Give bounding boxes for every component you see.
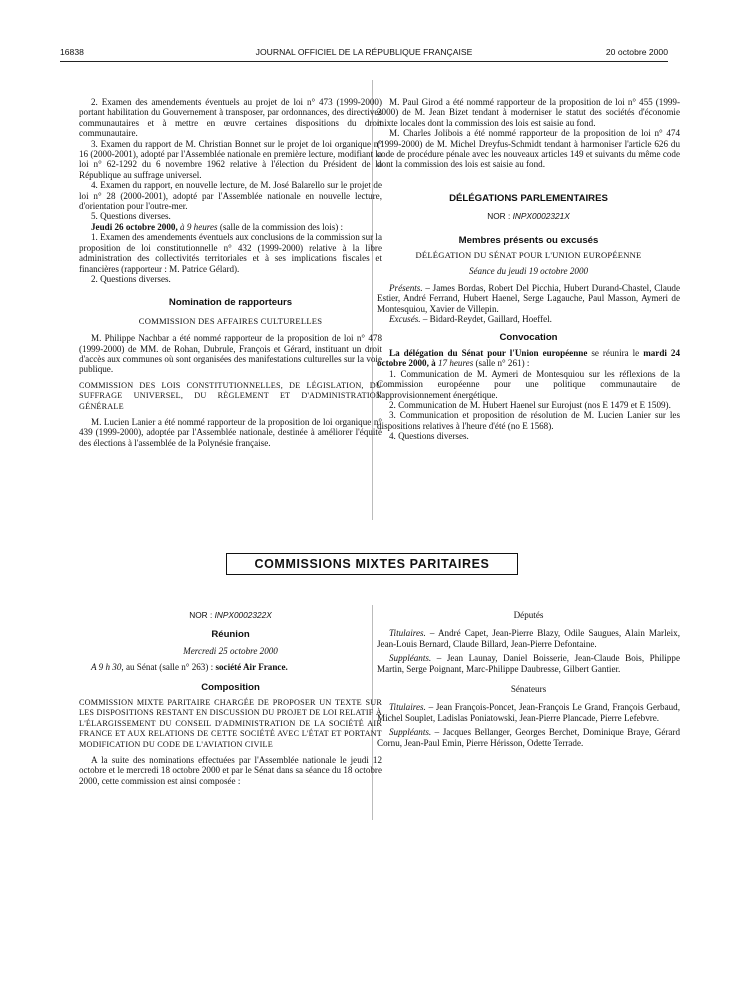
section-heading: Membres présents ou excusés [458, 234, 599, 246]
section-heading: DÉLÉGATIONS PARLEMENTAIRES [449, 192, 608, 204]
column-3 [79, 610, 382, 786]
paragraph: 1. Examen des amendements éventuels aux conclusions de la commission sur la proposition de loi constitutionnelle n° 432 (1999-2000) relative à la libre administration des collectivités territoriales et à ses implications fiscales et financières (rapporteur : M. Patrice Gélard). [79, 232, 382, 274]
meeting-line: Jeudi 26 octobre 2000, à 9 heures (salle de la commission des lois) : [91, 221, 344, 232]
members-line: Titulaires. – André Capet, Jean-Pierre Blazy, Odile Saugues, Alain Marleix, Jean-Louis Bernard, Claude Billard, Jean-Pierre Defontaine. [377, 628, 680, 649]
section-heading: Nomination de rapporteurs [168, 297, 293, 309]
column-1 [79, 97, 382, 448]
session-date: Séance du jeudi 19 octobre 2000 [468, 266, 589, 277]
presents-line: Présents. – James Bordas, Robert Del Picchia, Hubert Durand-Chastel, Claude Estier, André Ferrand, Hubert Haenel, Serge Lagauche, Paul Masson, Aymeri de Montesquiou, Xavier de Villepin. [377, 282, 680, 314]
nor-reference: NOR : INPX0002321X [487, 211, 570, 222]
paragraph: 3. Examen du rapport de M. Christian Bonnet sur le projet de loi organique n° 16 (2000-2001), adopté par l'Assemblée nationale en première lecture, modifiant la loi n° 62-1292 du 6 novembre 1962 relative à l'élection du Président de la République au suffrage universel. [79, 138, 382, 180]
convocation-line: La délégation du Sénat pour l'Union européenne se réunira le mardi 24 octobre 2000, à 17 heures (salle n° 261) : [377, 347, 681, 369]
header-rule [60, 61, 668, 62]
column-4 [377, 610, 680, 748]
group-heading: Sénateurs [510, 684, 547, 695]
section-heading: Composition [201, 681, 260, 693]
members-line: Suppléants. – Jacques Bellanger, Georges Berchet, Dominique Braye, Gérard Cornu, Jean-Paul Emin, Pierre Hérisson, Odette Terrade. [377, 727, 680, 748]
agenda-item: 3. Communication et proposition de résolution de M. Lucien Lanier sur les dispositions relatives à l'heure d'été (no E 1568). [377, 410, 680, 431]
delegation-name: DÉLÉGATION DU SÉNAT POUR L'UNION EUROPÉENNE [415, 250, 642, 261]
agenda-item: 2. Communication de M. Hubert Haenel sur Eurojust (nos E 1479 et E 1509). [389, 399, 671, 410]
paragraph: A la suite des nominations effectuées par l'Assemblée nationale le jeudi 12 octobre et le mercredi 18 octobre 2000 et par le Sénat dans sa séance du 18 octobre 2000, cette commission est ainsi composée : [79, 755, 382, 786]
meeting-line: A 9 h 30, au Sénat (salle n° 263) : société Air France. [91, 662, 288, 673]
paragraph: M. Charles Jolibois a été nommé rapporteur de la proposition de loi n° 474 (1999-2000) de M. Michel Dreyfus-Schmidt tendant à harmoniser l'article 626 du code de procédure pénale avec les nouveaux articles 149 et suivants du même code dont la commission des lois est saisie au fond. [377, 128, 680, 170]
paragraph: 2. Examen des amendements éventuels au projet de loi n° 473 (1999-2000) portant habilitation du Gouvernement à transposer, par ordonnances, des directives communautaires et à mettre en œuvre certaines dispositions du droit communautaire. [79, 97, 382, 139]
nor-reference: NOR : INPX0002322X [189, 610, 272, 620]
commission-name: COMMISSION DES LOIS CONSTITUTIONNELLES, DE LÉGISLATION, DU SUFFRAGE UNIVERSEL, DU RÈGLEMENT ET D'ADMINISTRATION GÉNÉRALE [79, 380, 382, 411]
paragraph: 4. Examen du rapport, en nouvelle lecture, de M. José Balarello sur le projet de loi n° 28 (2000-2001), adopté par l'Assemblée nationale en nouvelle lecture, d'orientation pour l'outre-mer. [79, 180, 382, 212]
page-number: 16838 [60, 47, 84, 57]
section-heading: Convocation [499, 331, 558, 343]
journal-title: JOURNAL OFFICIEL DE LA RÉPUBLIQUE FRANÇAISE [255, 47, 473, 57]
agenda-item: 1. Communication de M. Aymeri de Montesquiou sur les réflexions de la Commission européenne pour une politique communautaire de l'approvisionnement énergétique. [377, 368, 680, 400]
section-banner: COMMISSIONS MIXTES PARITAIRES [226, 553, 518, 575]
meeting-date: Mercredi 25 octobre 2000 [183, 645, 278, 656]
paragraph: M. Lucien Lanier a été nommé rapporteur de la proposition de loi organique n° 439 (1999-2000), adoptée par l'Assemblée nationale, destinée à améliorer l'équité des élections à l'assemblée de la Polynésie française. [79, 416, 382, 448]
paragraph: 2. Questions diverses. [91, 273, 171, 284]
issue-date: 20 octobre 2000 [605, 47, 668, 57]
paragraph: M. Philippe Nachbar a été nommé rapporteur de la proposition de loi n° 478 (1999-2000) de MM. de Rohan, Dubrule, François et Gérard, instituant un droit d'accès aux communes où sont organisées des manifestations culturelles sur la voie publique. [79, 333, 382, 375]
group-heading: Députés [513, 610, 544, 620]
commission-title: COMMISSION MIXTE PARITAIRE CHARGÉE DE PROPOSER UN TEXTE SUR LES DISPOSITIONS RESTANT EN DISCUSSION DU PROJET DE LOI RELATIF À L'ÉLARGISSEMENT DU CONSEIL D'ADMINISTRATION DE LA SOCIÉTÉ AIR FRANCE ET AUX RELATIONS DE CETTE SOCIÉTÉ AVEC L'ÉTAT ET PORTANT MODIFICATION DU CODE DE L'AVIATION CIVILE [79, 698, 382, 749]
members-line: Titulaires. – Jean François-Poncet, Jean-François Le Grand, François Gerbaud, Michel Souplet, Ladislas Poniatowski, Jean-Pierre Plancade, Pierre Lefebvre. [377, 702, 680, 723]
members-line: Suppléants. – Jean Launay, Daniel Boisserie, Jean-Claude Bois, Philippe Martin, Serge Poignant, Marc-Philippe Daubresse, Gilbert Gantier. [377, 653, 680, 674]
commission-name: COMMISSION DES AFFAIRES CULTURELLES [138, 315, 323, 326]
section-heading: Réunion [211, 629, 250, 641]
column-2 [377, 97, 680, 442]
page-header [60, 47, 668, 59]
paragraph: M. Paul Girod a été nommé rapporteur de la proposition de loi n° 455 (1999-2000) de M. Jean Bizet tendant à moderniser le statut des sociétés d'économie mixte locales dont la commission des lois est saisie au fond. [377, 97, 680, 128]
agenda-item: 4. Questions diverses. [389, 431, 469, 442]
paragraph: 5. Questions diverses. [91, 211, 171, 222]
excuses-line: Excusés. – Bidard-Reydet, Gaillard, Hoeffel. [389, 314, 552, 325]
